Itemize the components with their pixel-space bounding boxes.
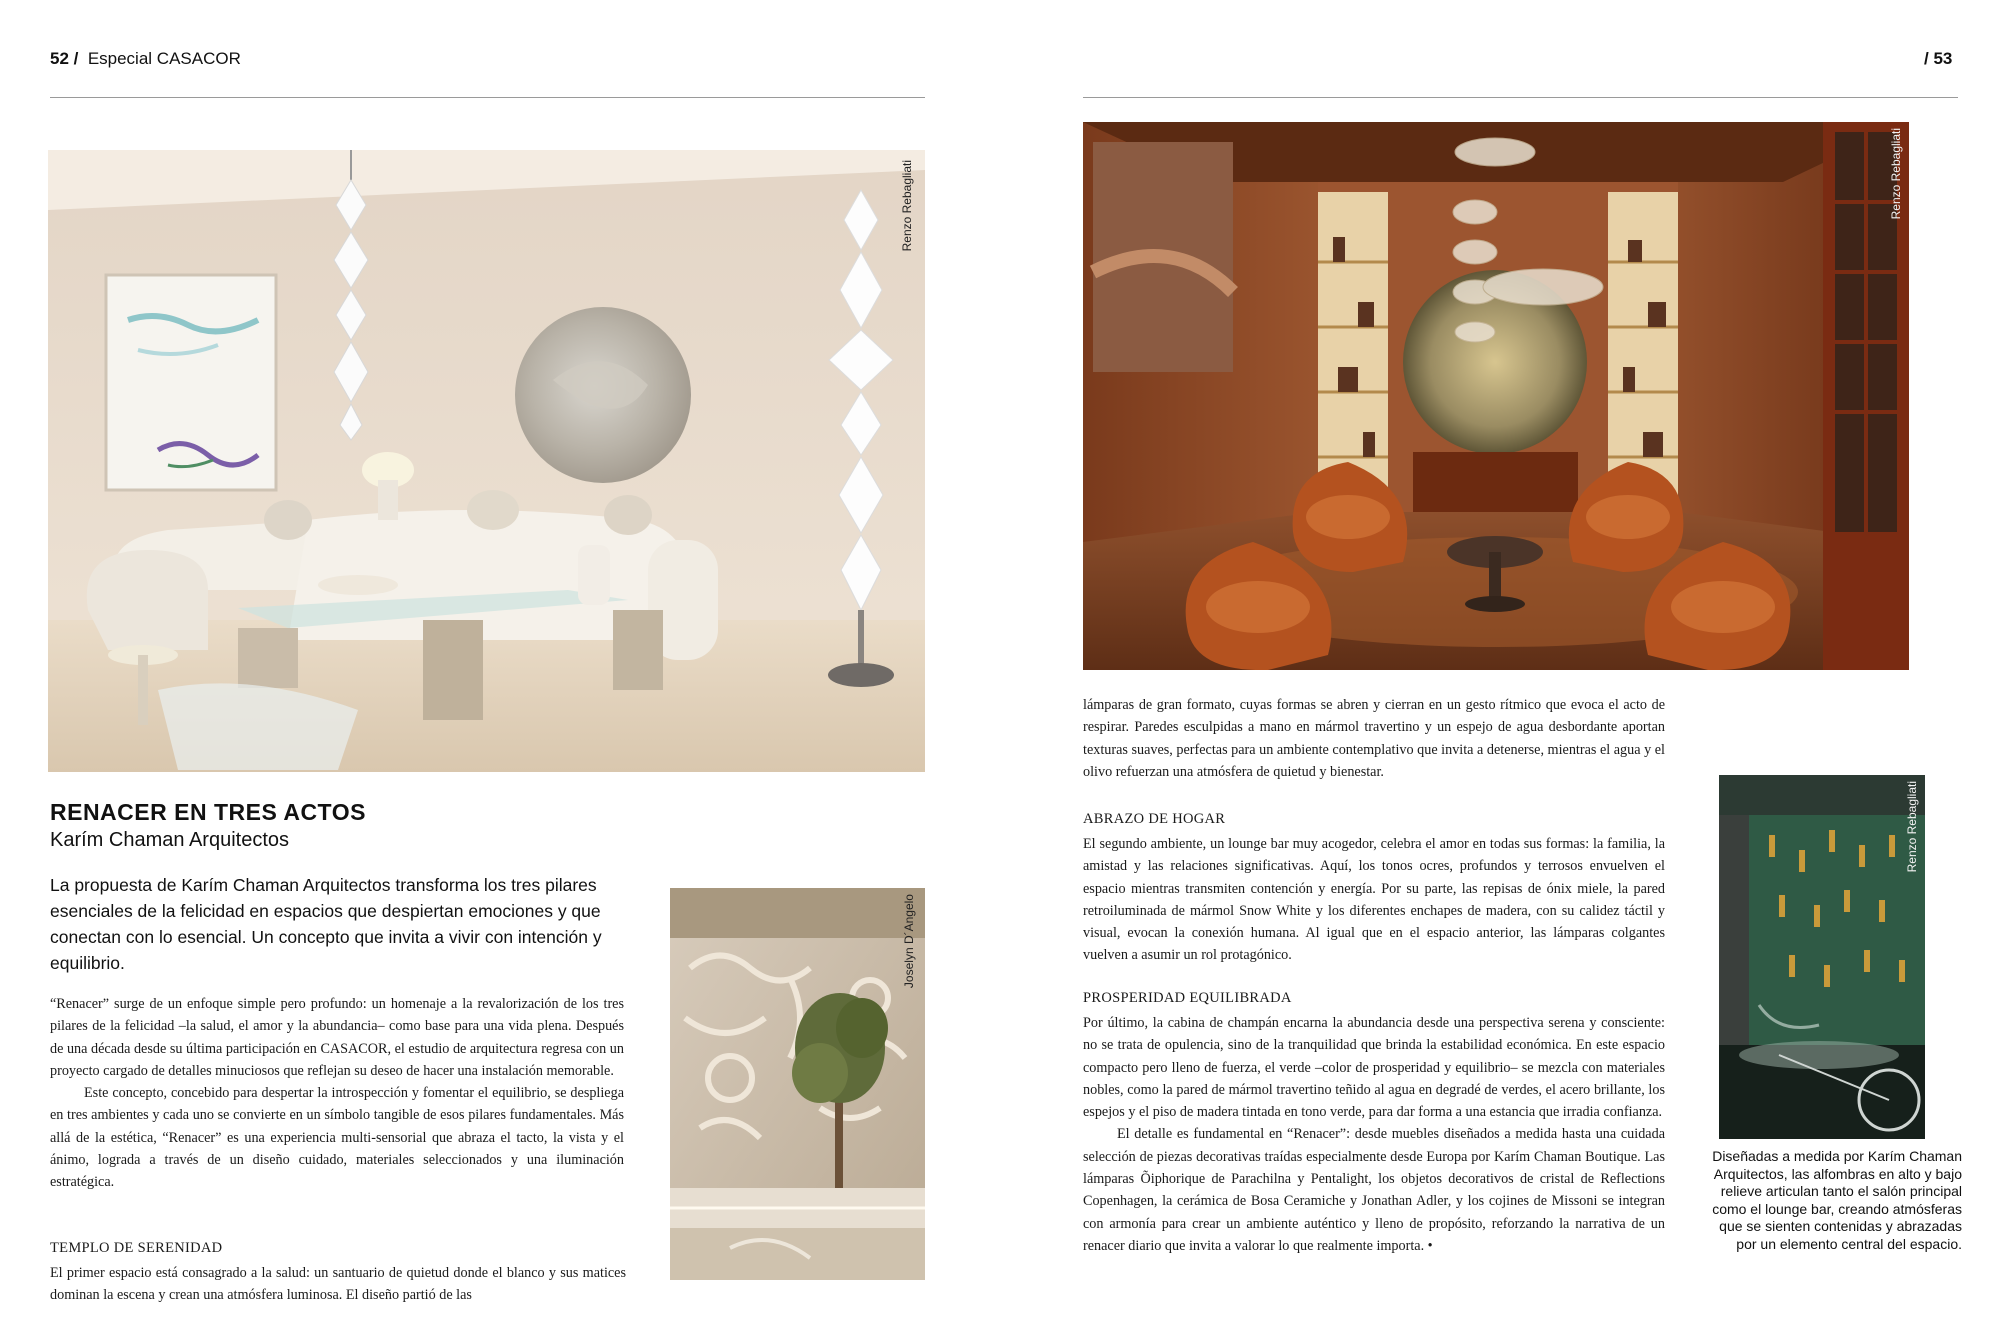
subhead-templo: TEMPLO DE SERENIDAD — [50, 1240, 223, 1256]
section-title: Especial CASACOR — [87, 49, 241, 68]
photo-credit-living-room: Renzo Rebagliati — [900, 160, 914, 252]
detalle-paragraph: El detalle es fundamental en “Renacer”: desde muebles diseñados a medida hasta una cuidada selección de piezas decorativas traídas especialmente desde Europa por Karím Chaman Boutique. Las lámparas Õiphorique de Parachilna y Pentalight, los objetos decorativos de cristal de Reflections Copenhagen, la cerámica de Bosa Ceramiche y Jonathan Adler, y los cojines de Missoni se integran con armonía para crear un ambiente auténtico y lleno de propósito, reforzando la narrativa de un renacer diario que invita a valorar lo que realmente importa. • — [1083, 1126, 1665, 1254]
relief-wall-image — [670, 888, 925, 1280]
prosperidad-paragraph: Por último, la cabina de champán encarna la abundancia desde una perspectiva serena y consciente: no se trata de opulencia, sino de la tranquilidad que brinda la estabilidad económica. En este espacio compacto pero lleno de fuerza, el verde –color de prosperidad y equilibrio– se mezcla con materiales nobles, como la pared de mármol travertino teñido al agua en degradé de verdes, el acero brillante, los espejos y el piso de madera tintada en tono verde, para dar forma a una estancia que irradia confianza. — [1083, 1015, 1665, 1121]
photo-relief-wall — [670, 888, 925, 1280]
body-paragraph-1: “Renacer” surge de un enfoque simple pero profundo: un homenaje a la revalorización de los tres pilares de la felicidad –la salud, el amor y la abundancia– como base para una vida plena. Después de una década desde su última participación en CASACOR, el estudio de arquitectura regresa con un proyecto cargado de detalles minuciosos que reflejan su deseo de hacer una instalación memorable. — [50, 996, 624, 1079]
header-rule-left — [50, 97, 925, 98]
body-paragraph-2: Este concepto, concebido para despertar la introspección y fomentar el equilibrio, se despliega en tres ambientes y cada uno se convierte en un símbolo tangible de esos pilares fundamentales. Más allá de la estética, “Renacer” es una experiencia multi-sensorial que abraza el tacto, la vista y el ánimo, lograda a través de un diseño cuidado, materiales seleccionados y una iluminación estratégica. — [50, 1085, 624, 1191]
article-lead: La propuesta de Karím Chaman Arquitectos transforma los tres pilares esenciales de la felicidad en espacios que despiertan emociones y que conectan con lo esencial. Un concepto que invita a vivir con intención y equilibrio. — [50, 875, 602, 973]
photo-champagne-cabin — [1719, 775, 1925, 1139]
photo-credit-champagne: Renzo Rebagliati — [1905, 781, 1919, 873]
subhead-prosperidad: PROSPERIDAD EQUILIBRADA — [1083, 990, 1292, 1006]
article-headline: RENACER EN TRES ACTOS — [50, 799, 366, 825]
header-rule-right — [1083, 97, 1958, 98]
photo-caption: Diseñadas a medida por Karím Chaman Arquitectos, las alfombras en alto y bajo relieve articulan tanto el salón principal como el lounge bar, creando atmósferas que se sienten contenidas y abrazadas por un elemento central del espacio. — [1712, 1148, 1962, 1252]
subhead-abrazo: ABRAZO DE HOGAR — [1083, 811, 1226, 827]
photo-living-room — [48, 150, 925, 772]
section-prosperidad-text — [1083, 1012, 1665, 1257]
left-page-header — [50, 49, 241, 69]
living-room-image — [48, 150, 925, 772]
page-number-left: 52 / — [50, 49, 79, 68]
section-abrazo-text: El segundo ambiente, un lounge bar muy acogedor, celebra el amor en todas sus formas: la familia, la amistad y las relaciones significativas. Aquí, los tonos ocres, profundos y terrosos envuelven el espacio mientras transmiten contención y energía. Por su parte, las repisas de ónix miele, la pared retroiluminada de mármol Snow White y los diferentes enchapes de madera, con su calidez táctil y visual, evocan la conexión humana. Al igual que en el espacio anterior, las lámparas colgantes vuelven a asumir un rol protagónico. — [1083, 836, 1665, 964]
photo-credit-lounge-bar: Renzo Rebagliati — [1889, 128, 1903, 220]
photo-credit-relief-wall: Joselyn D´Angelo — [902, 894, 916, 989]
photo-lounge-bar — [1083, 122, 1909, 670]
page-number-right: / 53 — [1924, 49, 1953, 68]
champagne-cabin-image — [1719, 775, 1925, 1139]
left-body-column — [50, 993, 624, 1194]
section-templo-text: El primer espacio está consagrado a la salud: un santuario de quietud donde el blanco y sus matices dominan la escena y crean una atmósfera luminosa. El diseño partió de las — [50, 1265, 626, 1304]
lounge-bar-image — [1083, 122, 1909, 670]
section-templo-continued: lámparas de gran formato, cuyas formas se abren y cierran en un gesto rítmico que evoca el acto de respirar. Paredes esculpidas a mano en mármol travertino y un espejo de agua desbordante aportan texturas suaves, perfectas para un ambiente contemplativo que invita a detenerse, mientras el agua y el olivo refuerzan una atmósfera de quietud y bienestar. — [1083, 697, 1665, 780]
right-page-header — [1924, 49, 1952, 69]
article-byline: Karím Chaman Arquitectos — [50, 829, 289, 851]
